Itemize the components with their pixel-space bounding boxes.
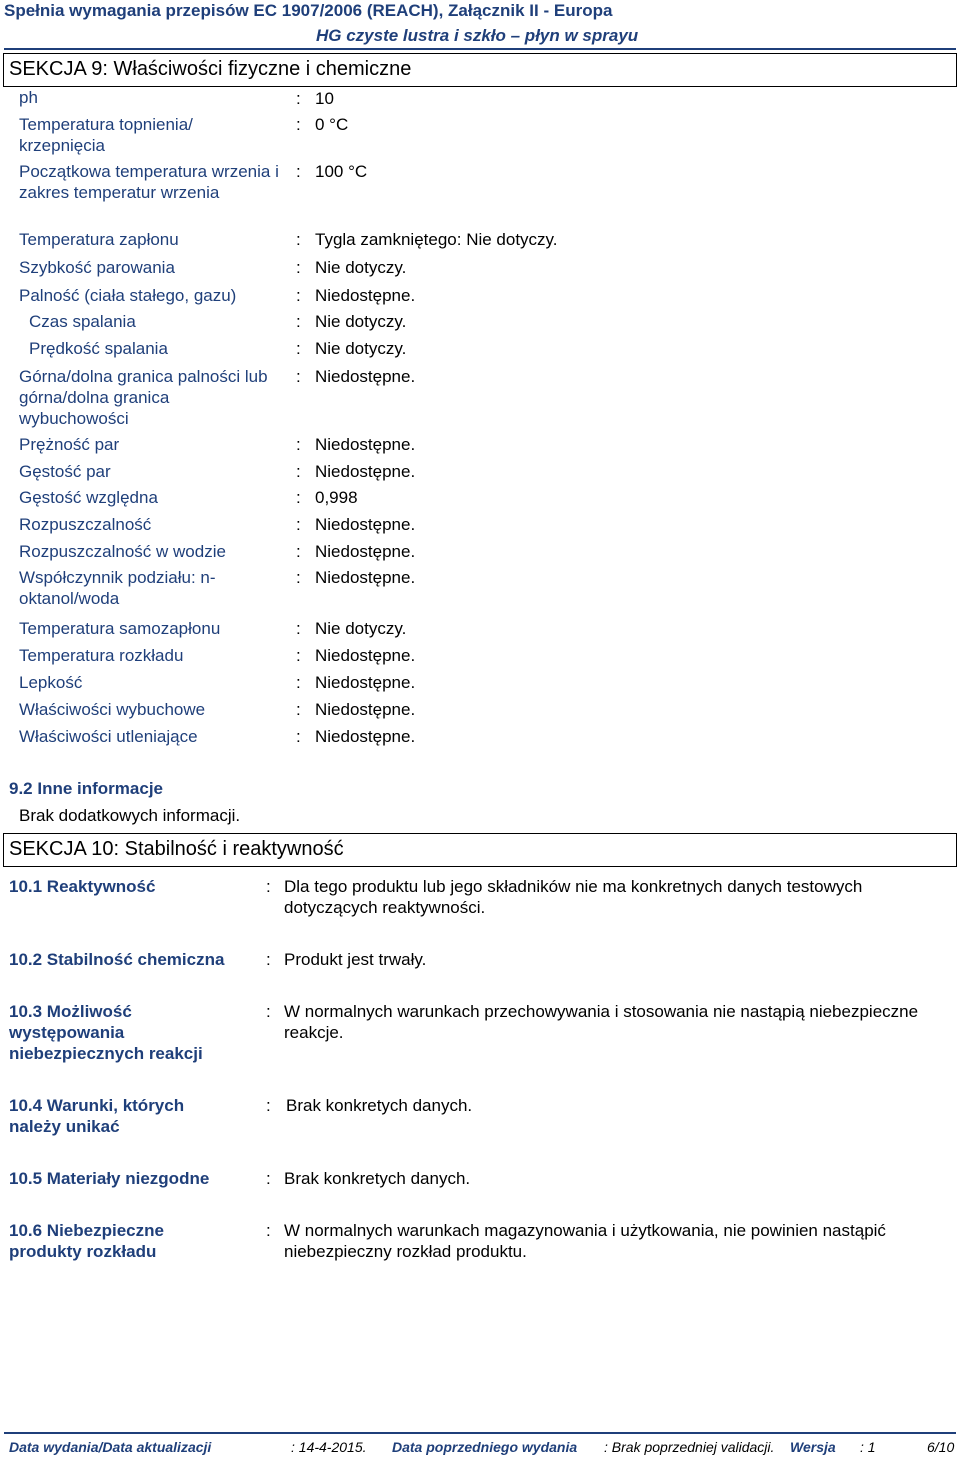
property-colon: : [296,258,301,277]
stability-colon: : [266,1096,271,1115]
property-colon: : [296,230,301,249]
header-divider [4,48,956,50]
section10-title: SEKCJA 10: Stabilność i reaktywność [9,838,344,860]
footer-previous-date-label: Data poprzedniego wydania [392,1439,578,1455]
footer-page-number: 6/10 [927,1439,955,1455]
property-label-explosive-properties: Właściwości wybuchowe [19,700,206,719]
property-value-burning-time: Nie dotyczy. [315,312,407,331]
stability-value-conditions-to-avoid: Brak konkretych danych. [286,1096,473,1115]
property-label-decomposition: Temperatura rozkładu [19,646,184,665]
stability-label-reactivity: 10.1 Reaktywność [9,877,156,896]
property-label-relative-density: Gęstość względna [19,488,158,507]
property-value-evaporation-rate: Nie dotyczy. [315,258,407,277]
stability-label-conditions-to-avoid: 10.4 Warunki, których należy unikać [9,1096,185,1136]
header-regulation: Spełnia wymagania przepisów EC 1907/2006 (REACH), Załącznik II - Europa [4,1,613,20]
property-value-explosive-limits: Niedostępne. [315,367,416,386]
stability-value-reactivity: Dla tego produktu lub jego składników nie ma konkretnych danych testowych dotyczących reaktywności. [284,877,863,917]
property-value-vapour-pressure: Niedostępne. [315,435,416,454]
property-label-ph: ph [19,88,38,107]
property-colon: : [296,339,301,358]
other-info-heading: 9.2 Inne informacje [9,779,163,798]
stability-label-incompatible-materials: 10.5 Materiały niezgodne [9,1169,210,1188]
property-value-flammability: Niedostępne. [315,286,416,305]
property-value-solubility: Niedostępne. [315,515,416,534]
property-value-boiling-point: 100 °C [315,162,368,181]
property-label-water-solubility: Rozpuszczalność w wodzie [19,542,226,561]
stability-label-hazardous-reactions: 10.3 Możliwość występowania niebezpiecznych reakcji [9,1002,203,1063]
property-value-melting-point: 0 °C [315,115,349,134]
header-product-name: HG czyste lustra i szkło – płyn w sprayu [316,26,639,45]
property-value-decomposition: Niedostępne. [315,646,416,665]
property-label-evaporation-rate: Szybkość parowania [19,258,175,277]
property-label-flammability: Palność (ciała stałego, gazu) [19,286,237,305]
property-label-vapour-pressure: Prężność par [19,435,120,454]
property-label-solubility: Rozpuszczalność [19,515,152,534]
property-label-burning-time: Czas spalania [29,312,136,331]
property-label-explosive-limits: Górna/dolna granica palności lub górna/dolna granica wybuchowości [19,367,268,428]
property-colon: : [296,286,301,305]
property-colon: : [296,162,301,181]
property-colon: : [296,568,301,587]
footer-version-value: : 1 [860,1439,876,1455]
property-colon: : [296,488,301,507]
property-label-viscosity: Lepkość [19,673,83,692]
stability-colon: : [266,877,271,896]
footer-issue-date-value: : 14-4-2015. [291,1439,367,1455]
property-colon: : [296,727,301,746]
property-label-partition-coefficient: Współczynnik podziału: n-oktanol/woda [19,568,216,608]
footer-previous-date-value: : Brak poprzedniej validacji. [604,1439,775,1455]
property-value-oxidising-properties: Niedostępne. [315,727,416,746]
property-colon: : [296,435,301,454]
property-value-viscosity: Niedostępne. [315,673,416,692]
property-value-autoignition: Nie dotyczy. [315,619,407,638]
property-colon: : [296,619,301,638]
footer-issue-date-label: Data wydania/Data aktualizacji [9,1439,212,1455]
property-value-ph: 10 [315,89,334,108]
property-label-oxidising-properties: Właściwości utleniające [19,727,198,746]
other-info-text: Brak dodatkowych informacji. [19,806,241,825]
stability-colon: : [266,1169,271,1188]
property-label-autoignition: Temperatura samozapłonu [19,619,221,638]
stability-label-decomposition-products: 10.6 Niebezpieczne produkty rozkładu [9,1221,164,1261]
property-value-water-solubility: Niedostępne. [315,542,416,561]
property-colon: : [296,462,301,481]
stability-label-chemical-stability: 10.2 Stabilność chemiczna [9,950,225,969]
property-colon: : [296,89,301,108]
property-colon: : [296,515,301,534]
footer-version-label: Wersja [790,1439,836,1455]
footer-divider [4,1432,956,1434]
stability-value-hazardous-reactions: W normalnych warunkach przechowywania i stosowania nie nastąpią niebezpieczne reakcje. [284,1002,919,1042]
property-colon: : [296,673,301,692]
property-label-boiling-point: Początkowa temperatura wrzenia i zakres temperatur wrzenia [19,162,279,202]
property-label-flash-point: Temperatura zapłonu [19,230,179,249]
property-value-explosive-properties: Niedostępne. [315,700,416,719]
stability-value-incompatible-materials: Brak konkretych danych. [284,1169,471,1188]
property-colon: : [296,646,301,665]
property-colon: : [296,542,301,561]
property-colon: : [296,700,301,719]
property-value-burning-rate: Nie dotyczy. [315,339,407,358]
property-label-melting-point: Temperatura topnienia/ krzepnięcia [19,115,193,155]
property-value-flash-point: Tygla zamkniętego: Nie dotyczy. [315,230,558,249]
property-colon: : [296,367,301,386]
stability-colon: : [266,1002,271,1021]
property-label-burning-rate: Prędkość spalania [29,339,168,358]
stability-value-decomposition-products: W normalnych warunkach magazynowania i użytkowania, nie powinien nastąpić niebezpieczny rozkład produktu. [284,1221,886,1261]
property-value-partition-coefficient: Niedostępne. [315,568,416,587]
property-colon: : [296,115,301,134]
stability-colon: : [266,1221,271,1240]
property-colon: : [296,312,301,331]
property-label-vapour-density: Gęstość par [19,462,111,481]
property-value-relative-density: 0,998 [315,488,358,507]
stability-value-chemical-stability: Produkt jest trwały. [284,950,427,969]
stability-colon: : [266,950,271,969]
section9-title: SEKCJA 9: Właściwości fizyczne i chemiczne [9,58,412,80]
property-value-vapour-density: Niedostępne. [315,462,416,481]
